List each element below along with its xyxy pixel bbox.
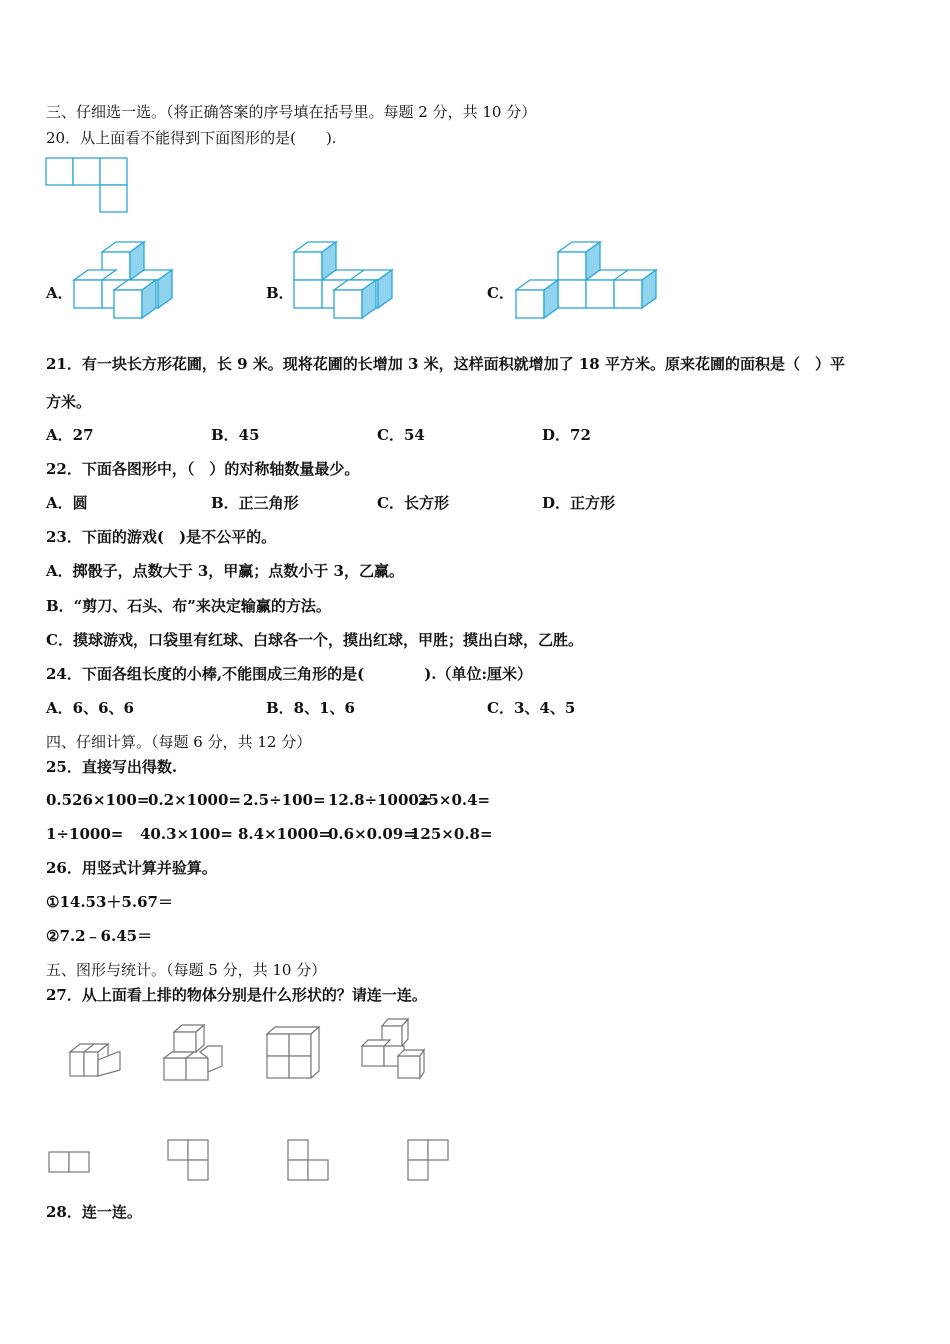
section-3-heading: 三、仔细选一选。（将正确答案的序号填在括号里。每题 2 分，共 10 分） [46, 103, 537, 121]
q21-option-c: C．54 [377, 426, 425, 444]
q21-option-a: A．27 [46, 426, 94, 444]
q25-item: 0.526×100= [46, 791, 150, 809]
q25-item: 25×0.4= [418, 791, 491, 809]
section-5-heading: 五、图形与统计。（每题 5 分，共 10 分） [46, 961, 327, 979]
question-22-stem: 22．下面各图形中，（ ）的对称轴数量最少。 [46, 460, 360, 478]
q23-option-b: B．“剪刀、石头、布”来决定输赢的方法。 [46, 597, 331, 615]
q26-item-1: ①14.53＋5.67＝ [46, 893, 173, 911]
question-25-stem: 25．直接写出得数. [46, 758, 178, 776]
q27-object-2 [160, 1022, 226, 1086]
q25-item: 8.4×1000= [238, 825, 331, 843]
q25-item: 125×0.8= [410, 825, 493, 843]
q22-option-a: A．圆 [46, 494, 88, 512]
q21-option-b: B．45 [211, 426, 260, 444]
q27-object-1 [66, 1036, 126, 1082]
q20-option-c-label: C． [487, 284, 514, 302]
q20-option-a-cubes [70, 238, 180, 323]
q24-option-a: A．6、6、6 [46, 699, 134, 717]
section-4-heading: 四、仔细计算。（每题 6 分，共 12 分） [46, 733, 312, 751]
question-21-stem-line1: 21．有一块长方形花圃，长 9 米。现将花圃的长增加 3 米，这样面积就增加了 18 平方米。原来花圃的面积是（ ）平 [46, 355, 845, 373]
q27-top-view-1 [48, 1150, 92, 1176]
q22-option-d: D．正方形 [542, 494, 616, 512]
q25-item: 40.3×100= [140, 825, 233, 843]
q20-option-c-cubes [512, 238, 662, 323]
q25-item: 0.2×1000= [148, 791, 241, 809]
question-23-stem: 23．下面的游戏( )是不公平的。 [46, 528, 277, 546]
q22-option-b: B．正三角形 [211, 494, 299, 512]
question-24-stem: 24．下面各组长度的小棒,不能围成三角形的是( ).（单位:厘米） [46, 665, 533, 683]
q26-item-2: ②7.2﹣6.45＝ [46, 927, 153, 945]
q23-option-a: A．掷骰子，点数大于 3，甲赢；点数小于 3，乙赢。 [46, 562, 404, 580]
question-26-stem: 26．用竖式计算并验算。 [46, 859, 217, 877]
q24-option-c: C．3、4、5 [487, 699, 576, 717]
q27-object-3 [263, 1024, 323, 1082]
question-20-stem: 20．从上面看不能得到下面图形的是( ). [46, 129, 337, 147]
q22-option-c: C．长方形 [377, 494, 449, 512]
question-27-stem: 27．从上面看上排的物体分别是什么形状的？请连一连。 [46, 986, 427, 1004]
q25-item: 1÷1000= [46, 825, 124, 843]
q27-top-view-2 [167, 1138, 211, 1184]
q21-option-d: D．72 [542, 426, 591, 444]
q27-object-4 [358, 1016, 428, 1082]
q20-option-b-label: B． [266, 284, 294, 302]
q23-option-c: C．摸球游戏，口袋里有红球、白球各一个，摸出红球，甲胜；摸出白球，乙胜。 [46, 631, 583, 649]
q25-item: 12.8÷1000= [328, 791, 432, 809]
q27-top-view-3 [287, 1138, 331, 1184]
q25-item: 0.6×0.09= [328, 825, 416, 843]
question-21-stem-line2: 方米。 [46, 393, 92, 411]
q20-option-b-cubes [290, 238, 400, 323]
q25-item: 2.5÷100= [243, 791, 326, 809]
q27-top-view-4 [407, 1138, 451, 1184]
q20-option-a-label: A． [46, 284, 73, 302]
q20-top-view-figure [46, 158, 130, 216]
q24-option-b: B．8、1、6 [266, 699, 355, 717]
question-28-stem: 28．连一连。 [46, 1203, 142, 1221]
